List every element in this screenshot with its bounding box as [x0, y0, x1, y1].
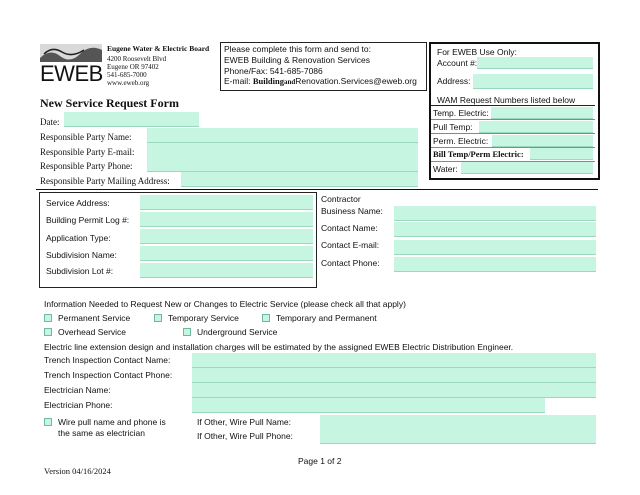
electrician-name-label: Electrician Name:	[44, 385, 111, 395]
rp-email-field[interactable]	[147, 143, 418, 158]
underground-service-label: Underground Service	[197, 327, 278, 337]
underground-service-checkbox[interactable]	[183, 328, 191, 336]
email-part-d: .Services@eweb.org	[338, 76, 417, 86]
pull-temp-label: Pull Temp:	[433, 122, 473, 132]
overhead-service-checkbox[interactable]	[44, 328, 52, 336]
contact-phone-field[interactable]	[394, 257, 596, 272]
app-type-label: Application Type:	[46, 233, 111, 243]
estimate-note: Electric line extension design and installation charges will be estimated by the assigned EWEB Electric Distribution Engineer.	[44, 342, 514, 352]
instructions-line-2: EWEB Building & Renovation Services	[224, 55, 370, 65]
section-divider	[36, 189, 598, 190]
temporary-service-checkbox[interactable]	[154, 314, 162, 322]
electrician-phone-field[interactable]	[192, 398, 545, 413]
bill-temp-perm-label: Bill Temp/Perm Electric:	[433, 149, 524, 159]
trench-phone-field[interactable]	[192, 368, 596, 383]
contractor-label-2: Business Name:	[321, 206, 383, 216]
email-label: E-mail:	[224, 76, 253, 86]
office-row-divider	[431, 133, 595, 134]
office-address-field[interactable]	[473, 74, 593, 89]
other-name-field[interactable]	[320, 415, 596, 430]
office-row-divider	[431, 119, 595, 120]
temp-electric-field[interactable]	[491, 107, 593, 119]
email-part-a: Building	[252, 76, 284, 86]
trench-phone-label: Trench Inspection Contact Phone:	[44, 370, 173, 380]
electrician-phone-label: Electrician Phone:	[44, 400, 113, 410]
wire-pull-same-label-2: the same as electrician	[58, 428, 145, 438]
water-label: Water:	[433, 164, 458, 174]
page-number: Page 1 of 2	[298, 456, 342, 466]
account-label: Account #:	[437, 58, 478, 68]
rp-name-label: Responsible Party Name:	[40, 132, 132, 142]
address-label: Address:	[437, 76, 471, 86]
email-part-b: and	[284, 78, 296, 86]
office-use-title: For EWEB Use Only:	[437, 47, 517, 57]
contact-name-field[interactable]	[394, 222, 596, 237]
contact-email-field[interactable]	[394, 240, 596, 255]
rp-address-field[interactable]	[181, 172, 418, 187]
rp-address-label: Responsible Party Mailing Address:	[40, 176, 170, 186]
org-website: www.eweb.org	[107, 79, 150, 87]
instructions-line-3: Phone/Fax: 541-685-7086	[224, 66, 323, 76]
permanent-service-label: Permanent Service	[58, 313, 131, 323]
wam-divider	[431, 105, 595, 106]
account-field[interactable]	[477, 57, 593, 69]
electrician-name-field[interactable]	[192, 383, 596, 398]
date-label: Date:	[40, 117, 60, 127]
service-address-label: Service Address:	[46, 198, 110, 208]
subdivision-label: Subdivision Name:	[46, 250, 117, 260]
overhead-service-label: Overhead Service	[58, 327, 127, 337]
wire-pull-same-checkbox[interactable]	[44, 418, 52, 426]
version-label: Version 04/16/2024	[44, 466, 111, 476]
org-address-1: 4200 Roosevelt Blvd	[107, 55, 167, 63]
temporary-permanent-label: Temporary and Permanent	[276, 313, 377, 323]
logo-wave-icon	[40, 44, 102, 62]
email-part-c: Renovation	[295, 76, 339, 86]
rp-phone-field[interactable]	[147, 157, 418, 172]
temporary-service-label: Temporary Service	[168, 313, 239, 323]
contact-email-label: Contact E-mail:	[321, 240, 380, 250]
logo-text: EWEB	[40, 61, 103, 86]
rp-email-label: Responsible Party E-mail:	[40, 147, 135, 157]
rp-name-field[interactable]	[147, 128, 418, 143]
permanent-service-checkbox[interactable]	[44, 314, 52, 322]
pull-temp-field[interactable]	[479, 121, 593, 133]
water-field[interactable]	[461, 162, 593, 174]
permit-field[interactable]	[140, 212, 313, 227]
perm-electric-label: Perm. Electric:	[433, 136, 489, 146]
other-phone-field[interactable]	[320, 429, 596, 444]
contact-phone-label: Contact Phone:	[321, 258, 380, 268]
lot-label: Subdivision Lot #:	[46, 266, 114, 276]
business-name-field[interactable]	[394, 206, 596, 221]
lot-field[interactable]	[140, 263, 313, 278]
subdivision-field[interactable]	[140, 246, 313, 261]
service-address-field[interactable]	[140, 195, 313, 210]
app-type-field[interactable]	[140, 229, 313, 244]
form-title: New Service Request Form	[40, 96, 179, 110]
trench-name-field[interactable]	[192, 353, 596, 368]
instructions-email[interactable]	[224, 76, 417, 86]
other-phone-label: If Other, Wire Pull Phone:	[197, 431, 293, 441]
other-name-label: If Other, Wire Pull Name:	[197, 417, 291, 427]
info-heading: Information Needed to Request New or Changes to Electric Service (please check all that apply)	[44, 299, 406, 309]
org-name: Eugene Water & Electric Board	[107, 44, 210, 53]
temporary-permanent-checkbox[interactable]	[262, 314, 270, 322]
wire-pull-same-label-1: Wire pull name and phone is	[58, 417, 166, 427]
bill-temp-perm-field[interactable]	[530, 148, 593, 160]
perm-electric-field[interactable]	[492, 135, 593, 147]
contact-name-label: Contact Name:	[321, 223, 378, 233]
instructions-line-1: Please complete this form and send to:	[224, 44, 371, 54]
eweb-logo	[40, 44, 102, 84]
temp-electric-label: Temp. Electric:	[433, 108, 489, 118]
org-address-2: Eugene OR 97402	[107, 63, 159, 71]
trench-name-label: Trench Inspection Contact Name:	[44, 355, 171, 365]
contractor-label-1: Contractor	[321, 194, 361, 204]
permit-label: Building Permit Log #:	[46, 215, 130, 225]
rp-phone-label: Responsible Party Phone:	[40, 161, 133, 171]
date-field[interactable]	[64, 112, 199, 127]
wam-title: WAM Request Numbers listed below	[437, 95, 576, 105]
org-phone: 541-685-7000	[107, 71, 147, 79]
